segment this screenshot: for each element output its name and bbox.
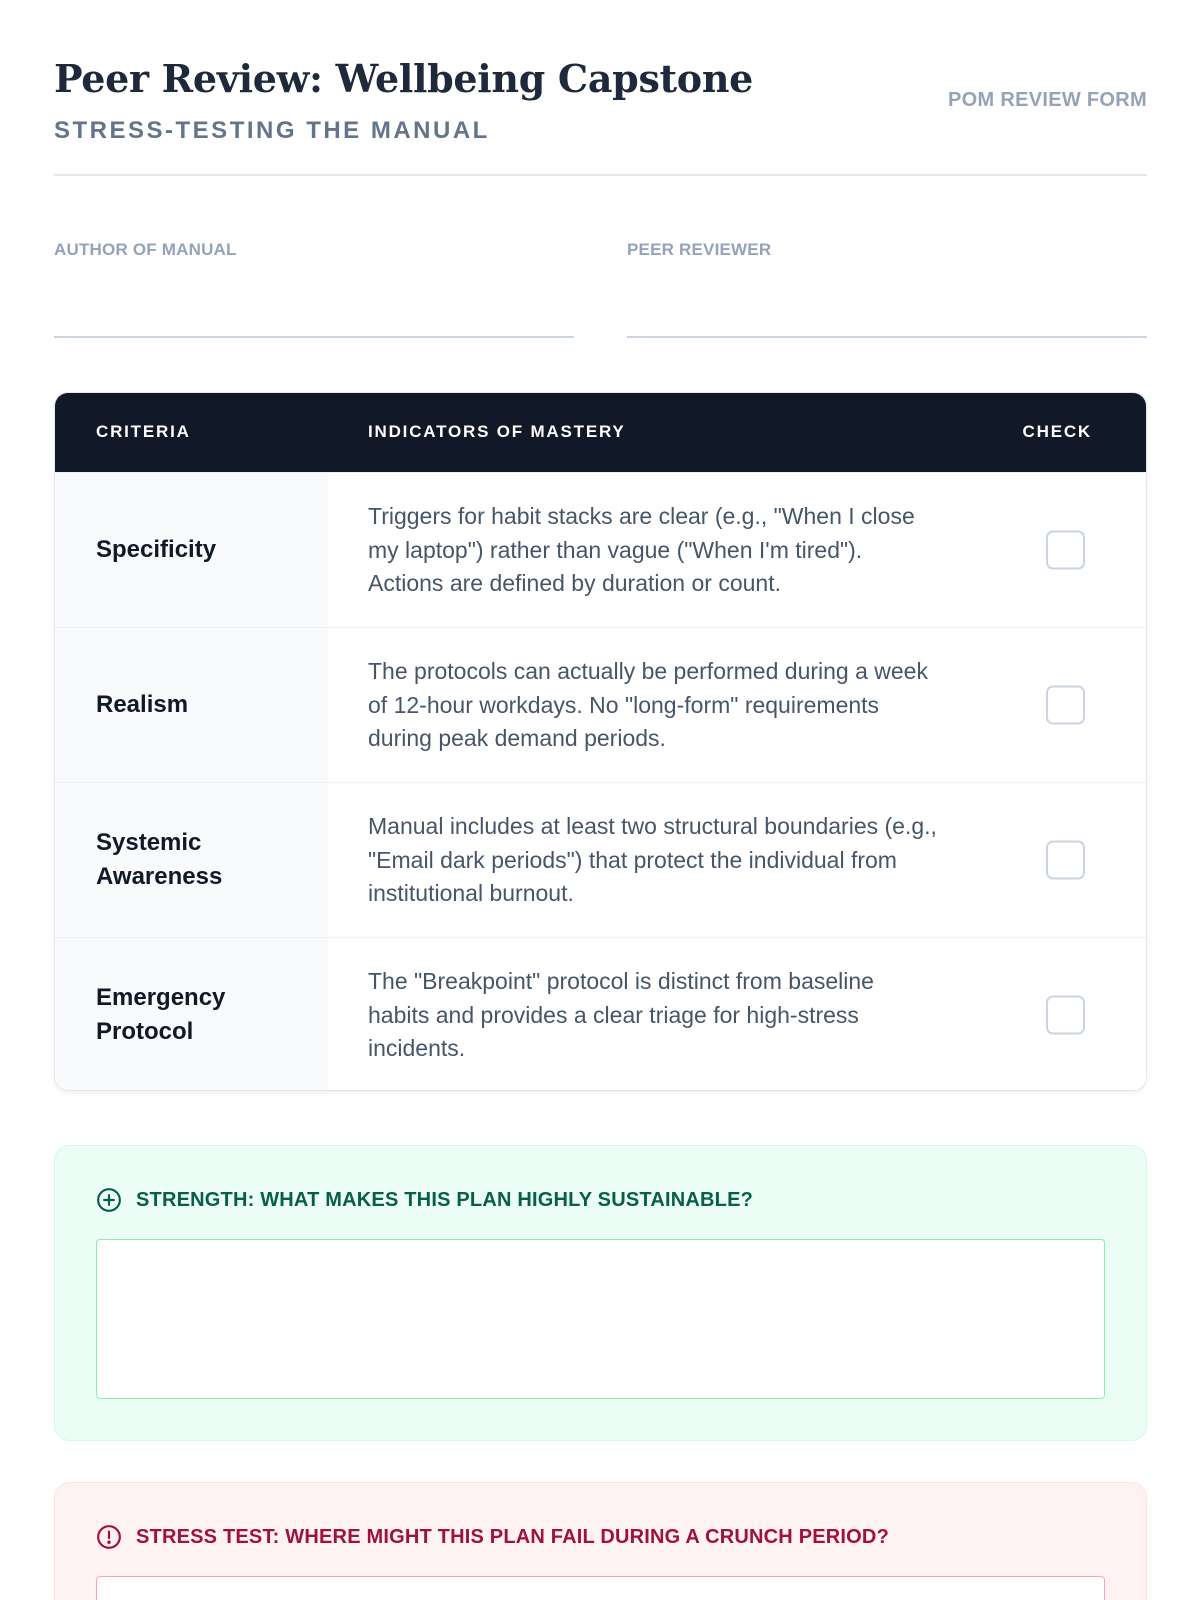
page-subtitle: STRESS-TESTING THE MANUAL (54, 117, 490, 144)
specificity-checkbox[interactable] (1046, 531, 1085, 570)
rubric-table (54, 392, 1147, 1091)
form-tag: POM REVIEW FORM (948, 89, 1147, 111)
realism-checkbox[interactable] (1046, 686, 1085, 725)
indicators-column-header: INDICATORS OF MASTERY (368, 422, 626, 441)
page-title: Peer Review: Wellbeing Capstone (54, 56, 754, 101)
stress-test-question: STRESS TEST: WHERE MIGHT THIS PLAN FAIL DURING A CRUNCH PERIOD? (136, 1525, 889, 1548)
alert-circle-icon (96, 1524, 122, 1550)
strength-answer-box[interactable] (96, 1239, 1105, 1399)
page-header (54, 0, 1147, 176)
criteria-label: Specificity (96, 536, 217, 563)
reviewer-field-label: PEER REVIEWER (627, 240, 772, 259)
stress-test-heading (96, 1524, 889, 1550)
rubric-row-emergency-protocol (55, 937, 1146, 1091)
review-page (54, 0, 1147, 1548)
emergency-protocol-checkbox[interactable] (1046, 996, 1085, 1035)
reviewer-field-line[interactable] (627, 336, 1147, 338)
author-field[interactable] (54, 240, 574, 338)
reviewer-field[interactable] (627, 240, 1147, 338)
indicator-text: The "Breakpoint" protocol is distinct from baseline habits and provides a clear triage for high-stress incidents. (368, 967, 874, 1061)
identity-fields (54, 240, 1147, 338)
criteria-column-header: CRITERIA (96, 422, 191, 441)
rubric-row-specificity (55, 472, 1146, 627)
stress-test-answer-box[interactable] (96, 1576, 1105, 1600)
strength-panel (54, 1145, 1147, 1441)
plus-circle-icon (96, 1187, 122, 1213)
author-field-line[interactable] (54, 336, 574, 338)
strength-question: STRENGTH: WHAT MAKES THIS PLAN HIGHLY SUSTAINABLE? (136, 1188, 754, 1211)
indicator-text: Triggers for habit stacks are clear (e.g., "When I close my laptop") rather than vague ("When I'm tired"). Actions are defined by duration or count. (368, 502, 915, 596)
criteria-label: Systemic Awareness (96, 829, 223, 890)
criteria-label: Emergency Protocol (96, 984, 226, 1045)
check-column-header: CHECK (1022, 422, 1092, 441)
indicator-text: The protocols can actually be performed during a week of 12-hour workdays. No "long-form" requirements during peak demand periods. (368, 657, 928, 751)
author-field-label: AUTHOR OF MANUAL (54, 240, 237, 259)
systemic-awareness-checkbox[interactable] (1046, 841, 1085, 880)
stress-test-panel (54, 1482, 1147, 1600)
rubric-row-systemic-awareness (55, 782, 1146, 937)
strength-heading (96, 1187, 753, 1213)
indicator-text: Manual includes at least two structural boundaries (e.g., "Email dark periods") that protect the individual from institutional burnout. (368, 812, 937, 906)
rubric-row-realism (55, 627, 1146, 782)
rubric-header-row (55, 393, 1146, 472)
criteria-label: Realism (96, 691, 189, 718)
